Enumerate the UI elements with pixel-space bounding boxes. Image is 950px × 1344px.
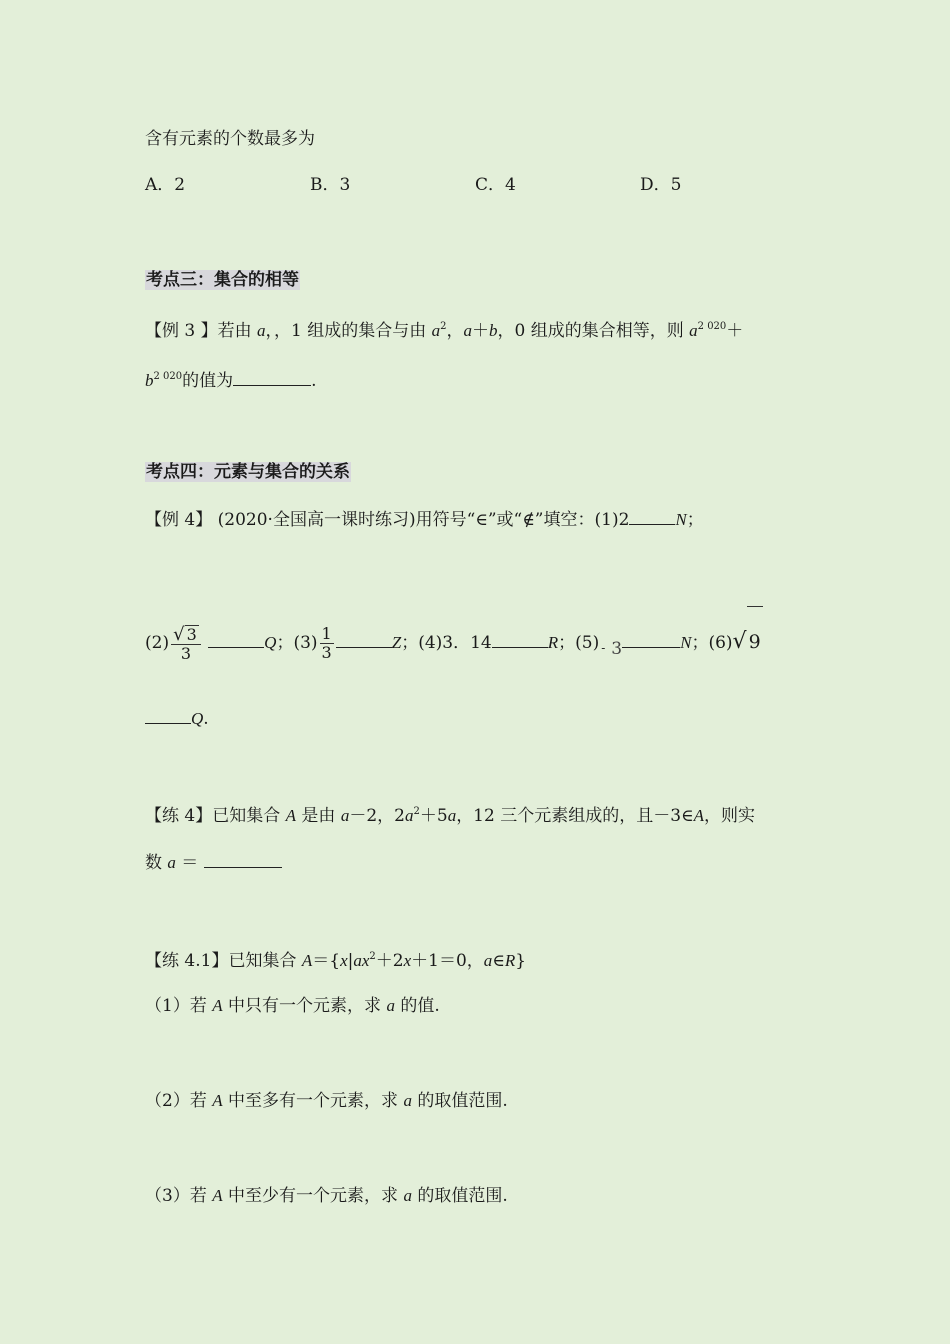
section3-heading: 考点三：集合的相等: [146, 270, 299, 290]
intro-line: 含有元素的个数最多为: [145, 129, 315, 149]
example4-line2: (2) $\frac{√ 3}{3}$ Q；(3) $\frac{1}{3}$ Z；(4)3．14 R；(5) $_-$ 3 N；(6)√ 9: [145, 606, 763, 676]
example4-tag: 【例 4】: [145, 510, 213, 530]
practice4-line1: 【练 4】已知集合 A 是由 a－2，$2a^2+5a$，12 三个元素组成的，且－3∈A，则实: [145, 806, 756, 826]
example4-line3: Q.: [145, 707, 209, 730]
sqrt-9: √ 9: [733, 606, 763, 678]
practice4-line2: 数 a ＝: [145, 851, 282, 874]
practice41-question1: （1）若 A 中只有一个元素，求 a 的值.: [145, 996, 440, 1016]
answer-blank[interactable]: [336, 631, 392, 648]
answer-blank[interactable]: [492, 631, 548, 648]
option-b: B．3: [310, 175, 351, 195]
answer-blank[interactable]: [204, 851, 282, 868]
practice41-tag: 【练 4.1】: [145, 951, 229, 971]
example3-tag: 【例 3 】: [145, 321, 218, 341]
option-a: A．2: [145, 175, 186, 195]
practice41-question2: （2）若 A 中至多有一个元素，求 a 的取值范围.: [145, 1091, 508, 1111]
section4-heading: 考点四：元素与集合的关系: [146, 462, 350, 482]
option-d: D．5: [640, 175, 682, 195]
answer-blank[interactable]: [145, 707, 191, 724]
practice41-question3: （3）若 A 中至少有一个元素，求 a 的取值范围.: [145, 1186, 508, 1206]
example3-line1: 【例 3 】若由 a，，1 组成的集合与由 $a^2$，a＋b，0 组成的集合相等，则 $a^{2 020}+$: [145, 321, 744, 341]
answer-blank[interactable]: [622, 631, 680, 648]
practice4-tag: 【练 4】: [145, 806, 213, 826]
fraction-1-over-3: $\frac{1}{3}$: [321, 624, 332, 662]
example3-line2: $b^{2 020}$的值为 .: [145, 371, 317, 391]
option-c: C．4: [475, 175, 516, 195]
options-row: [145, 174, 845, 196]
fraction-sqrt3-over-3: $\frac{√ 3}{3}$: [171, 625, 201, 663]
practice41-line1: 【练 4.1】已知集合 $A=\{x|ax^2+2x+1=0$，a∈R}: [145, 951, 527, 971]
answer-blank[interactable]: [233, 369, 311, 386]
example4-line1: 【例 4】 (2020·全国高一课时练习)用符号“∈”或“∉”填空：(1)2 N；: [145, 510, 704, 530]
answer-blank[interactable]: [629, 508, 675, 525]
answer-blank[interactable]: [208, 631, 264, 648]
